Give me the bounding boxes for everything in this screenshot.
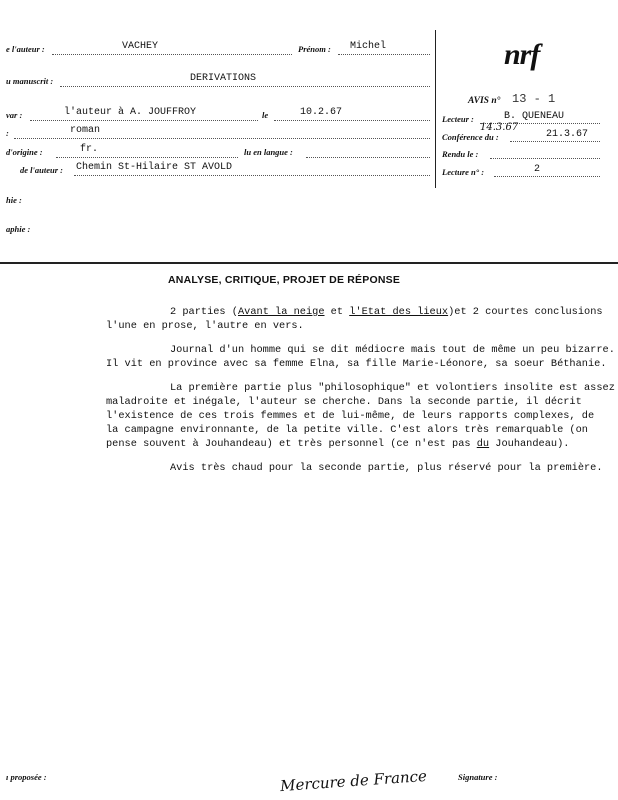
- avis-value: 13 - 1: [512, 92, 556, 106]
- lecture-label: Lecture n° :: [442, 167, 485, 177]
- genre-line: [14, 138, 430, 139]
- aphie-label: aphie :: [6, 224, 31, 234]
- langue-label: lu en langue :: [244, 147, 293, 157]
- rendu-label: Rendu le :: [442, 149, 479, 159]
- adresse-line: [74, 175, 430, 176]
- avis-label: AVIS n°: [468, 96, 501, 106]
- lecteur-value: B. QUENEAU: [504, 111, 565, 122]
- p1-a: 2 parties (: [170, 306, 238, 318]
- genre-label: :: [6, 128, 9, 138]
- manuscrit-value: DERIVATIONS: [190, 73, 257, 84]
- p1-title-1: Avant la neige: [237, 306, 325, 318]
- par-label: var :: [6, 110, 23, 120]
- p3-line-2: maladroite et inégale, l'auteur se cherche. Dans la seconde partie, il décrit: [106, 396, 582, 408]
- lecteur-date: 14.3.67: [480, 122, 519, 133]
- origine-label: d'origine :: [6, 147, 43, 157]
- p3-l5-b: Jouhandeau).: [489, 438, 570, 450]
- prenom-label: Prénom :: [298, 44, 331, 54]
- signature-label: Signature :: [458, 772, 498, 782]
- analysis-paragraph-1: [170, 306, 603, 320]
- auteur-value: VACHEY: [122, 41, 159, 52]
- manuscrit-line: [60, 86, 430, 87]
- origine-line: [56, 157, 238, 158]
- p3-line-3: l'existence de ces trois femmes et de lui-même, de leurs rapports complexes, de: [106, 410, 595, 422]
- header-bottom-rule: [0, 262, 618, 264]
- auteur-label: e l'auteur :: [6, 44, 45, 54]
- lecture-value: 2: [534, 164, 541, 175]
- p3-line-4: la campagne environnante, de la petite ville. C'est alors très remarquable (on: [106, 424, 588, 436]
- p4-line: Avis très chaud pour la seconde partie, plus réservé pour la première.: [170, 462, 603, 474]
- proposee-handwritten: Mercure de France: [279, 766, 428, 796]
- lecture-line: [494, 176, 600, 177]
- proposee-label: ı proposée :: [6, 772, 47, 782]
- conference-line: [510, 141, 600, 142]
- p3-line-1: La première partie plus "philosophique" et volontiers insolite est assez: [170, 382, 615, 394]
- p3-l5-a: pense souvent à Jouhandeau) et très personnel (ce n'est pas: [106, 438, 477, 450]
- par-line: [30, 120, 258, 121]
- genre-value: roman: [70, 125, 101, 136]
- auteur-line: [52, 54, 292, 55]
- prenom-value: Michel: [350, 41, 387, 52]
- p1-c: )et 2 courtes conclusions: [448, 306, 603, 318]
- analysis-heading: ANALYSE, CRITIQUE, PROJET DE RÉPONSE: [168, 274, 401, 286]
- hie-label: hie :: [6, 195, 22, 205]
- manuscrit-label: u manuscrit :: [6, 76, 54, 86]
- p3-line-5: [106, 438, 569, 452]
- nrf-logo: nrf: [504, 38, 540, 71]
- p1-line-2: l'une en prose, l'autre en vers.: [106, 320, 304, 332]
- le-line: [274, 120, 430, 121]
- adresse-value: Chemin St-Hilaire ST AVOLD: [76, 162, 233, 173]
- header-divider: [435, 30, 436, 188]
- le-label: le: [262, 110, 269, 120]
- adresse-label: de l'auteur :: [20, 165, 63, 175]
- rendu-line: [490, 158, 600, 159]
- origine-value: fr.: [80, 144, 99, 155]
- p1-b: et: [324, 306, 350, 318]
- p3-l5-underlined: du: [476, 438, 490, 450]
- conference-value: 21.3.67: [546, 129, 589, 140]
- conference-label: Conférence du :: [442, 132, 499, 142]
- p2-line-2: Il vit en province avec sa femme Elna, sa fille Marie-Léonore, sa soeur Béthanie.: [106, 358, 607, 370]
- lecteur-label: Lecteur :: [442, 114, 474, 124]
- p1-title-2: l'Etat des lieux: [349, 306, 449, 318]
- le-value: 10.2.67: [300, 107, 343, 118]
- p2-line-1: Journal d'un homme qui se dit médiocre mais tout de même un peu bizarre.: [170, 344, 615, 356]
- prenom-line: [338, 54, 430, 55]
- langue-line: [306, 157, 430, 158]
- par-value: l'auteur à A. JOUFFROY: [64, 107, 197, 118]
